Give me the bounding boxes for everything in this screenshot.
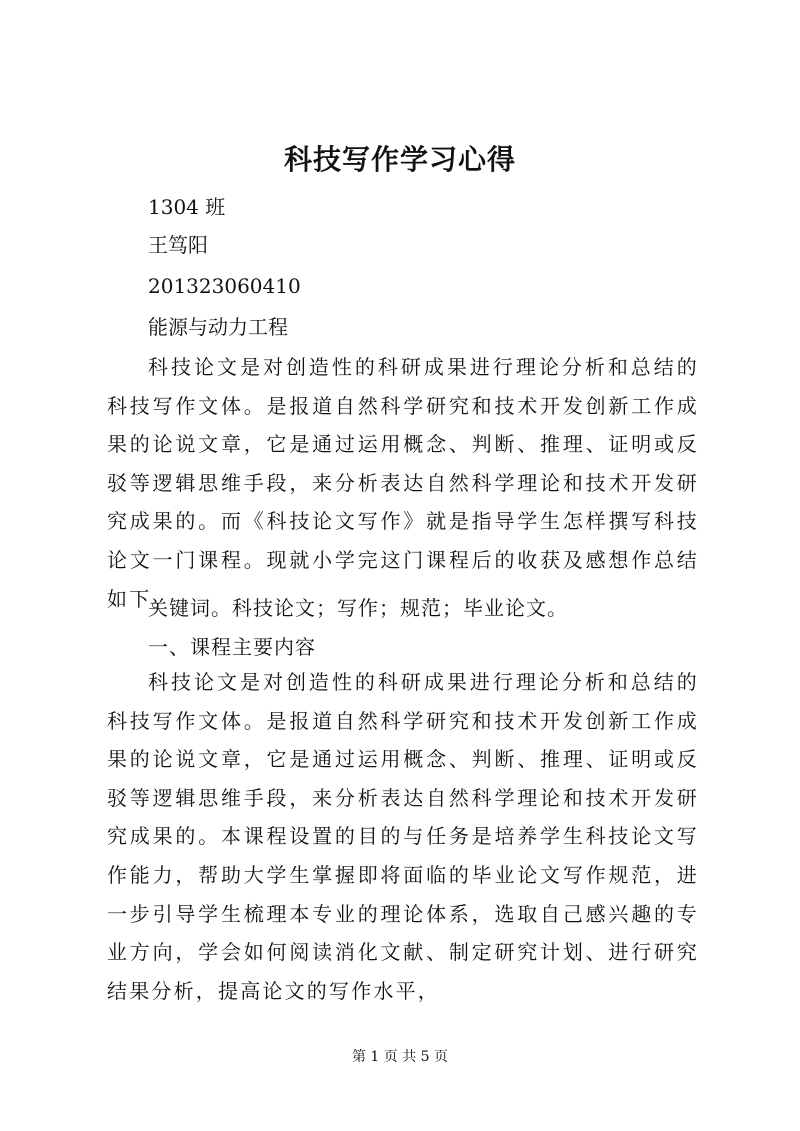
body-paragraph: 科技论文是对创造性的科研成果进行理论分析和总结的科技写作文体。是报道自然科学研究和技术开发创新工作成果的论说文章，它是通过运用概念、判断、推理、证明或反驳等逻辑思维手段，来分析表达自然科学理论和技术开发研究成果的。本课程设置的目的与任务是培养学生科技论文写作能力，帮助大学生掌握即将面临的毕业论文写作规范，进一步引导学生梳理本专业的理论体系，选取自己感兴趣的专业方向，学会如何阅读消化文献、制定研究计划、进行研究结果分析，提高论文的写作水平， [107,670,699,1003]
page-footer: 第 1 页 共 5 页 [351,1049,449,1065]
student-id: 201323060410 [148,274,301,298]
author-name: 王笃阳 [148,233,208,257]
intro-paragraph: 科技论文是对创造性的科研成果进行理论分析和总结的科技写作文体。是报道自然科学研究和技术开发创新工作成果的论说文章，它是通过运用概念、判断、推理、证明或反驳等逻辑思维手段，来分析表达自然科学理论和技术开发研究成果的。而《科技论文写作》就是指导学生怎样撰写科技论文一门课程。现就小学完这门课程后的收获及感想作总结如下。 [107,355,699,611]
class-line: 1304 班 [148,195,226,219]
document-title: 科技写作学习心得 [283,143,516,176]
keywords-line: 关键词。科技论文；写作；规范；毕业论文。 [148,596,568,620]
section-heading: 一、课程主要内容 [148,635,316,659]
department: 能源与动力工程 [148,315,288,339]
